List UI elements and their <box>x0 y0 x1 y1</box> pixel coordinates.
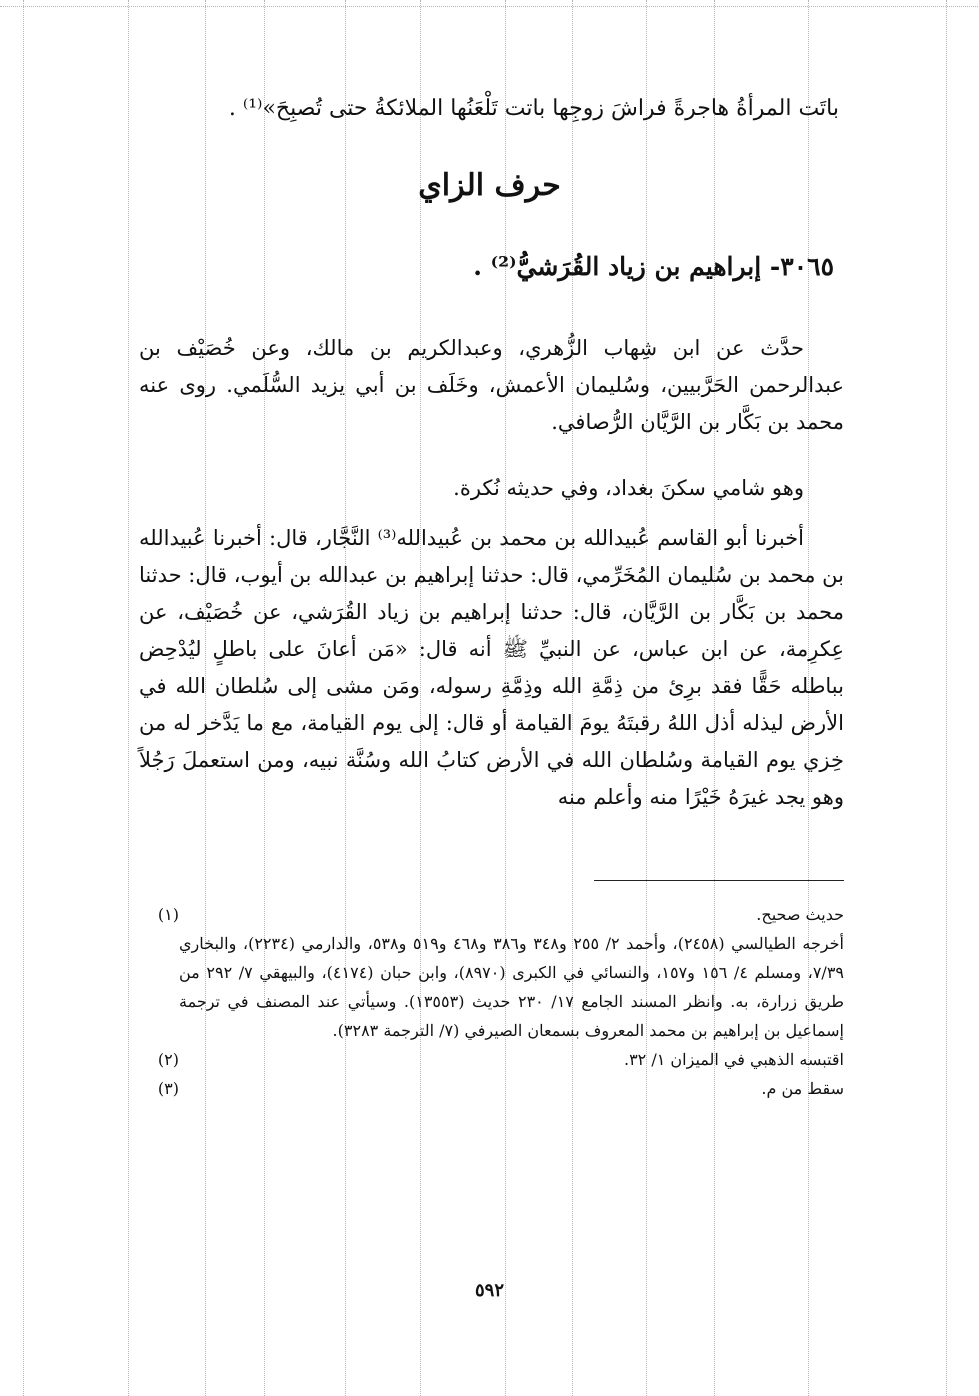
paragraph-text: حدَّث عن ابن شِهاب الزُّهري، وعبدالكريم بن مالك، وعن خُصَيْف بن عبدالرحمن الحَرَّبيين، وسُليمان الأعمش، وخَلَف بن أبي يزيد السُّلَمي. روى عنه محمد بن بَكَّار بن الرَّيَّان الرُّصافي. <box>139 336 844 434</box>
footnote-text: أخرجه الطيالسي (٢٤٥٨)، وأحمد ٢/ ٢٥٥ و٣٤٨ و٣٨٦ و٤٦٨ و٥١٩ و٥٣٨، والدارمي (٢٢٣٤)، والبخاري ٧/٣٩، ومسلم ٤/ ١٥٦ و١٥٧، والنسائي في الكبرى (٨٩٧٠)، وابن حبان (٤١٧٤)، والبيهقي ٧/ ٢٩٢ من طريق زرارة، به. وانظر المسند الجامع ١٧/ ٢٣٠ حديث (١٣٥٥٣). وسيأتي عند المصنف في ترجمة إسماعيل بن إبراهيم بن محمد المعروف بسمعان الصيرفي (٧/ الترجمة ٣٢٨٣). <box>179 934 845 1040</box>
footnote <box>139 1074 844 1103</box>
paragraph-text: وهو شامي سكنَ بغداد، وفي حديثه نُكرة. <box>453 476 804 500</box>
footnote-number: (٢) <box>157 1050 179 1069</box>
entry-heading: ٣٠٦٥- إبراهيم بن زياد القُرَشيُّ⁽²⁾ . <box>473 252 834 281</box>
footnote-separator <box>594 880 844 881</box>
continued-hadith-line: باتَت المرأةُ هاجرةً فراشَ زوجِها باتت تَلْعَنُها الملائكةُ حتى تُصبِحَ»⁽¹⁾ . <box>228 96 839 121</box>
scan-guide-line <box>128 0 129 1396</box>
paragraph <box>139 520 844 816</box>
footnote-text: سقط من م. <box>761 1079 844 1098</box>
page-number: ٥٩٢ <box>474 1280 504 1301</box>
footnote-text: حديث صحيح. <box>756 905 844 924</box>
paragraph <box>139 470 844 507</box>
footnote-number: (٣) <box>157 1079 179 1098</box>
body-paragraph-2 <box>139 470 844 521</box>
scan-guide-line <box>946 0 947 1396</box>
section-title: حرف الزاي <box>418 168 561 203</box>
footnote <box>139 1045 844 1074</box>
scan-guide-line <box>23 0 24 1396</box>
footnote-text: اقتبسه الذهبي في الميزان ١/ ٣٢. <box>623 1050 844 1069</box>
paragraph-text: أخبرنا أبو القاسم عُبيدالله بن محمد بن عُبيدالله⁽³⁾ النَّجَّار، قال: أخبرنا عُبيدالله بن محمد بن سُليمان المُخَرِّمي، قال: حدثنا إبراهيم بن عبدالله بن أيوب، قال: حدثنا محمد بن بَكَّار بن الرَّيَّان، قال: حدثنا إبراهيم بن زياد القُرَشي، عن خُصَيْف، عن عِكرِمة، عن ابن عباس، عن النبيِّ ﷺ أنه قال: «مَن أعانَ على باطلٍ ليُدْحِض بباطله حَقًّا فقد برِئ من ذِمَّةِ الله وذِمَّةِ رسوله، ومَن مشى إلى سُلطان الله في الأرض ليذله أذل اللهُ رقبتَهُ يومَ القيامة أو قال: إلى يوم القيامة، مع ما يَدَّخر له من خِزي يوم القيامة وسُلطان الله في الأرض كتابُ الله وسُنَّة نبيه، ومن استعملَ رَجُلاً وهو يجد غيرَهُ خَيْرًا منه وأعلم منه <box>139 526 844 809</box>
body-paragraph-1 <box>139 330 844 455</box>
footnote-number: (١) <box>157 905 179 924</box>
footnotes <box>139 900 844 1103</box>
body-paragraph-3 <box>139 520 844 830</box>
paragraph <box>139 330 844 441</box>
scan-guide-line <box>0 6 979 7</box>
footnote <box>139 900 844 1045</box>
